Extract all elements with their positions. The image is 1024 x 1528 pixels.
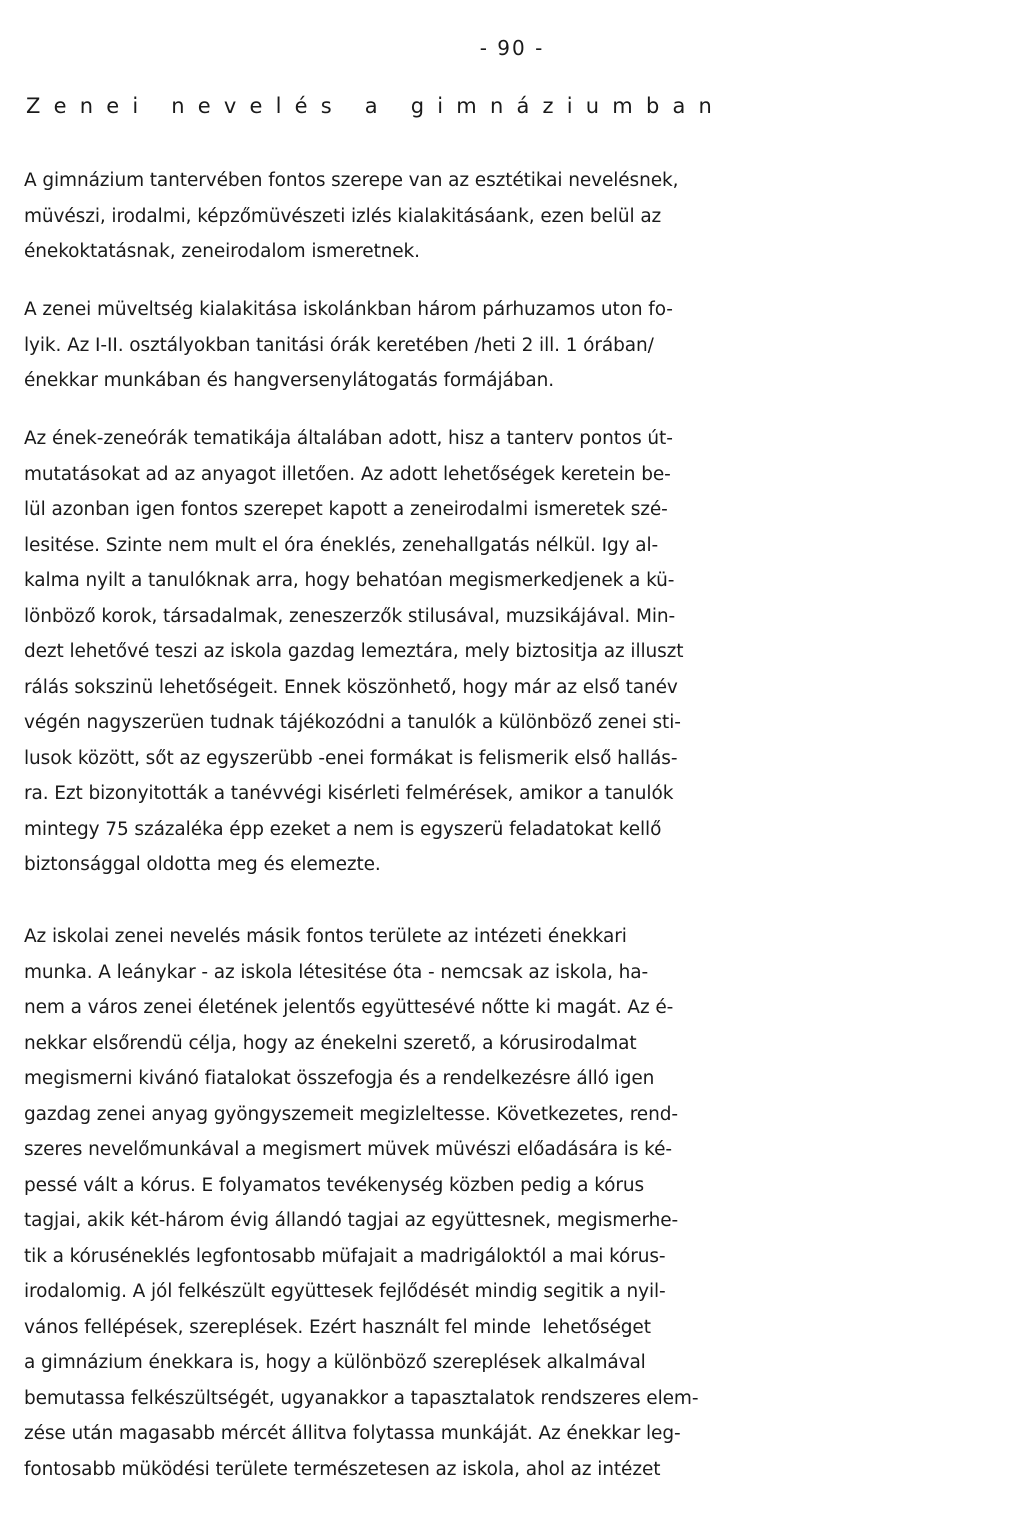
text-line: mintegy 75 százaléka épp ezeket a nem is egyszerü feladatokat kellő — [24, 818, 662, 840]
text-line: a gimnázium énekkara is, hogy a különböző szereplések alkalmával — [24, 1352, 646, 1373]
text-line: tik a kóruséneklés legfontosabb müfajait a madrigáloktól a mai kórus- — [24, 1245, 666, 1267]
text-line: A gimnázium tantervében fontos szerepe van az esztétikai nevelésnek, — [24, 170, 679, 191]
text-line: végén nagyszerüen tudnak tájékozódni a tanulók a különböző zenei sti- — [24, 712, 681, 733]
text-line: mutatásokat ad az anyagot illetően. Az adott lehetőségek keretein be- — [24, 463, 671, 485]
text-line: müvészi, irodalmi, képzőmüvészeti izlés kialakitásáank, ezen belül az — [24, 205, 662, 227]
text-line: gazdag zenei anyag gyöngyszemeit megizleltesse. Következetes, rend- — [24, 1103, 678, 1125]
text-line: lesitése. Szinte nem mult el óra éneklés, zenehallgatás nélkül. Igy al- — [24, 534, 659, 556]
text-line: A zenei müveltség kialakitása iskolánkban három párhuzamos uton fo- — [24, 299, 673, 320]
text-line: zése után magasabb mércét állitva folytassa munkáját. Az énekkar leg- — [24, 1423, 681, 1444]
text-line: nekkar elsőrendü célja, hogy az énekelni szerető, a kórusirodalmat — [24, 1032, 637, 1054]
paragraph-3 — [24, 421, 1024, 883]
paragraph-4 — [24, 919, 1024, 1487]
text-line: Az iskolai zenei nevelés másik fontos területe az intézeti énekkari — [24, 926, 627, 947]
page-number: - 90 - — [479, 36, 545, 60]
text-line: lusok között, sőt az egyszerübb -enei formákat is felismerik első hallás- — [24, 747, 678, 769]
text-line: ra. Ezt bizonyitották a tanévvégi kisérleti felmérések, amikor a tanulók — [24, 783, 674, 804]
text-line: munka. A leánykar - az iskola létesitése óta - nemcsak az iskola, ha- — [24, 961, 649, 983]
text-line: lönböző korok, társadalmak, zeneszerzők stilusával, muzsikájával. Min- — [24, 605, 676, 627]
text-line: énekoktatásnak, zeneirodalom ismeretnek. — [24, 241, 420, 262]
text-line: fontosabb müködési területe természetesen az iskola, ahol az intézet — [24, 1458, 661, 1480]
text-line: bemutassa felkészültségét, ugyanakkor a tapasztalatok rendszeres elem- — [24, 1387, 699, 1409]
text-line: lyik. Az I-II. osztályokban tanitási órák keretében /heti 2 ill. 1 órában/ — [24, 334, 654, 356]
text-line: dezt lehetővé teszi az iskola gazdag lemeztára, mely biztositja az illuszt — [24, 641, 684, 662]
text-line: rálás sokszinü lehetőségeit. Ennek köszönhető, hogy már az első tanév — [24, 676, 678, 698]
text-line: vános fellépések, szereplések. Ezért használt fel minde lehetőséget — [24, 1316, 651, 1338]
text-line: megismerni kivánó fiatalokat összefogja és a rendelkezésre álló igen — [24, 1068, 655, 1089]
text-line: szeres nevelőmunkával a megismert müvek müvészi előadására is ké- — [24, 1139, 672, 1160]
text-line: lül azonban igen fontos szerepet kapott a zeneirodalmi ismeretek szé- — [24, 499, 668, 520]
text-line: kalma nyilt a tanulóknak arra, hogy behatóan megismerkedjenek a kü- — [24, 570, 675, 591]
page-heading: Zenei nevelés a gimnáziumban — [26, 94, 726, 118]
paragraph-2 — [24, 292, 1024, 399]
text-line: pessé vált a kórus. E folyamatos tevékenység közben pedig a kórus — [24, 1174, 645, 1196]
text-line: nem a város zenei életének jelentős együttesévé nőtte ki magát. Az é- — [24, 997, 674, 1018]
text-line: tagjai, akik két-három évig állandó tagjai az együttesnek, megismerhe- — [24, 1210, 679, 1231]
text-line: énekkar munkában és hangversenylátogatás formájában. — [24, 370, 555, 391]
text-line: Az ének-zeneórák tematikája általában adott, hisz a tanterv pontos út- — [24, 428, 673, 449]
text-line: irodalomig. A jól felkészült együttesek fejlődését mindig segitik a nyil- — [24, 1281, 666, 1302]
paragraph-1 — [24, 163, 1024, 270]
text-line: biztonsággal oldotta meg és elemezte. — [24, 854, 381, 875]
